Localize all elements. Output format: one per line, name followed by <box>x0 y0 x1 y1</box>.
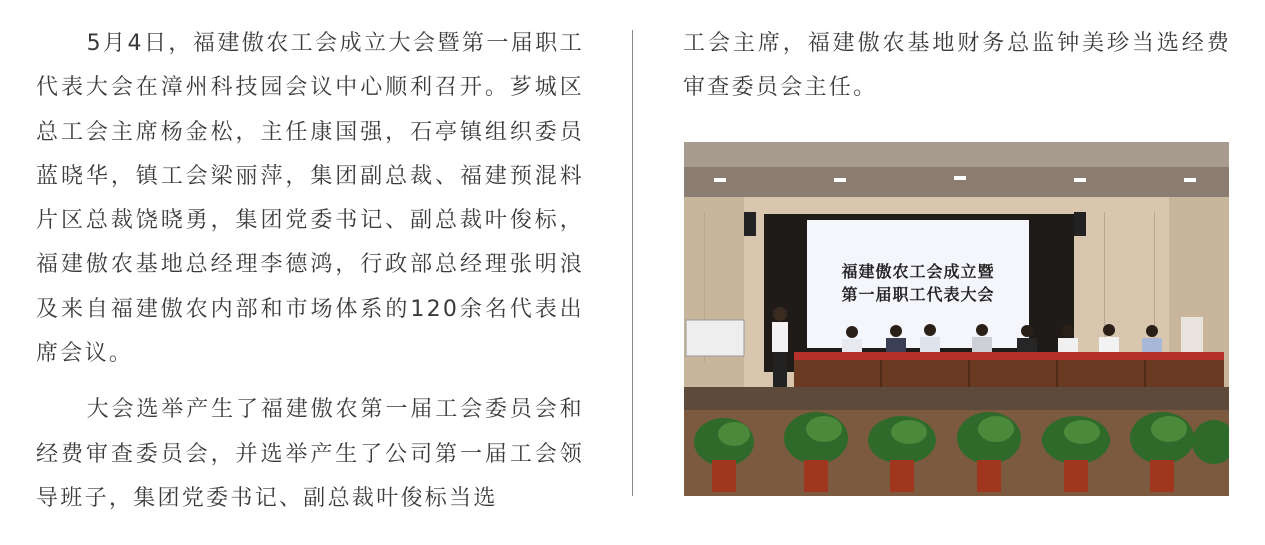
meeting-photo-illustration <box>684 142 1229 496</box>
article-left-column <box>36 22 584 521</box>
article-paragraph-1: 5月4日，福建傲农工会成立大会暨第一届职工代表大会在漳州科技园会议中心顺利召开。芗城区总工会主席杨金松，主任康国强，石亭镇组织委员蓝晓华，镇工会梁丽萍，集团副总裁、福建预混料片区总裁饶晓勇，集团党委书记、副总裁叶俊标，福建傲农基地总经理李德鸿，行政部总经理张明浪及来自福建傲农内部和市场体系的120余名代表出席会议。 <box>36 31 584 367</box>
article-right-column <box>683 22 1231 111</box>
article-paragraph-2: 大会选举产生了福建傲农第一届工会委员会和经费审查委员会，并选举产生了公司第一届工会领导班子，集团党委书记、副总裁叶俊标当选 <box>36 397 584 511</box>
column-divider <box>632 30 633 496</box>
article-paragraph-2-continued: 工会主席，福建傲农基地财务总监钟美珍当选经费审查委员会主任。 <box>683 31 1231 101</box>
projection-screen-title-line1: 福建傲农工会成立暨 <box>841 262 995 281</box>
meeting-photo <box>684 142 1229 496</box>
projection-screen-title-line2: 第一届职工代表大会 <box>841 285 995 304</box>
